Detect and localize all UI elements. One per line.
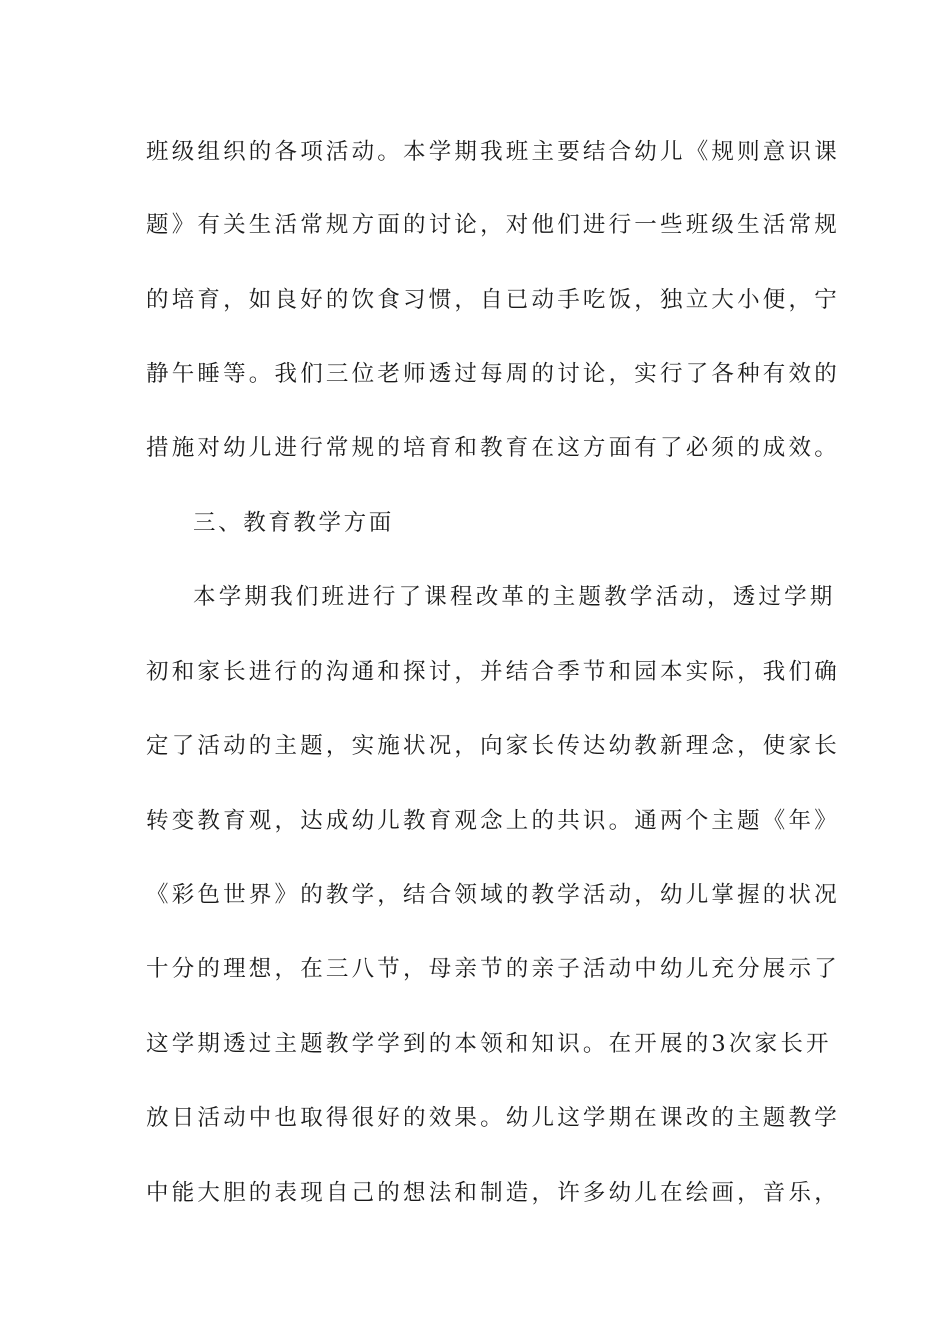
paragraph-2-line-2: 初和家长进行的沟通和探讨，并结合季节和园本实际，我们确 [146, 659, 840, 685]
paragraph-1-line-5: 措施对幼儿进行常规的培育和教育在这方面有了必须的成效。 [146, 435, 840, 461]
paragraph-2-line-3: 定了活动的主题，实施状况，向家长传达幼教新理念，使家长 [146, 733, 840, 759]
paragraph-1-line-4: 静午睡等。我们三位老师透过每周的讨论，实行了各种有效的 [146, 361, 840, 387]
paragraph-1-line-3: 的培育，如良好的饮食习惯，自已动手吃饭，独立大小便，宁 [146, 287, 840, 313]
paragraph-2-line-5: 《彩色世界》的教学，结合领域的教学活动，幼儿掌握的状况 [146, 882, 840, 908]
paragraph-1-line-2: 题》有关生活常规方面的讨论，对他们进行一些班级生活常规 [146, 212, 840, 238]
paragraph-2-line-7: 这学期透过主题教学学到的本领和知识。在开展的3次家长开 [146, 1031, 832, 1057]
paragraph-2-line-6: 十分的理想，在三八节，母亲节的亲子活动中幼儿充分展示了 [146, 956, 840, 982]
paragraph-2-line-8: 放日活动中也取得很好的效果。幼儿这学期在课改的主题教学 [146, 1105, 840, 1131]
paragraph-2-line-4: 转变教育观，达成幼儿教育观念上的共识。通两个主题《年》 [146, 808, 840, 834]
paragraph-2-line-1: 本学期我们班进行了课程改革的主题教学活动，透过学期 [193, 584, 836, 610]
section-heading: 三、教育教学方面 [193, 510, 394, 536]
paragraph-2-line-9: 中能大胆的表现自己的想法和制造，许多幼儿在绘画，音乐， [146, 1180, 840, 1206]
paragraph-1-line-1: 班级组织的各项活动。本学期我班主要结合幼儿《规则意识课 [146, 139, 840, 165]
